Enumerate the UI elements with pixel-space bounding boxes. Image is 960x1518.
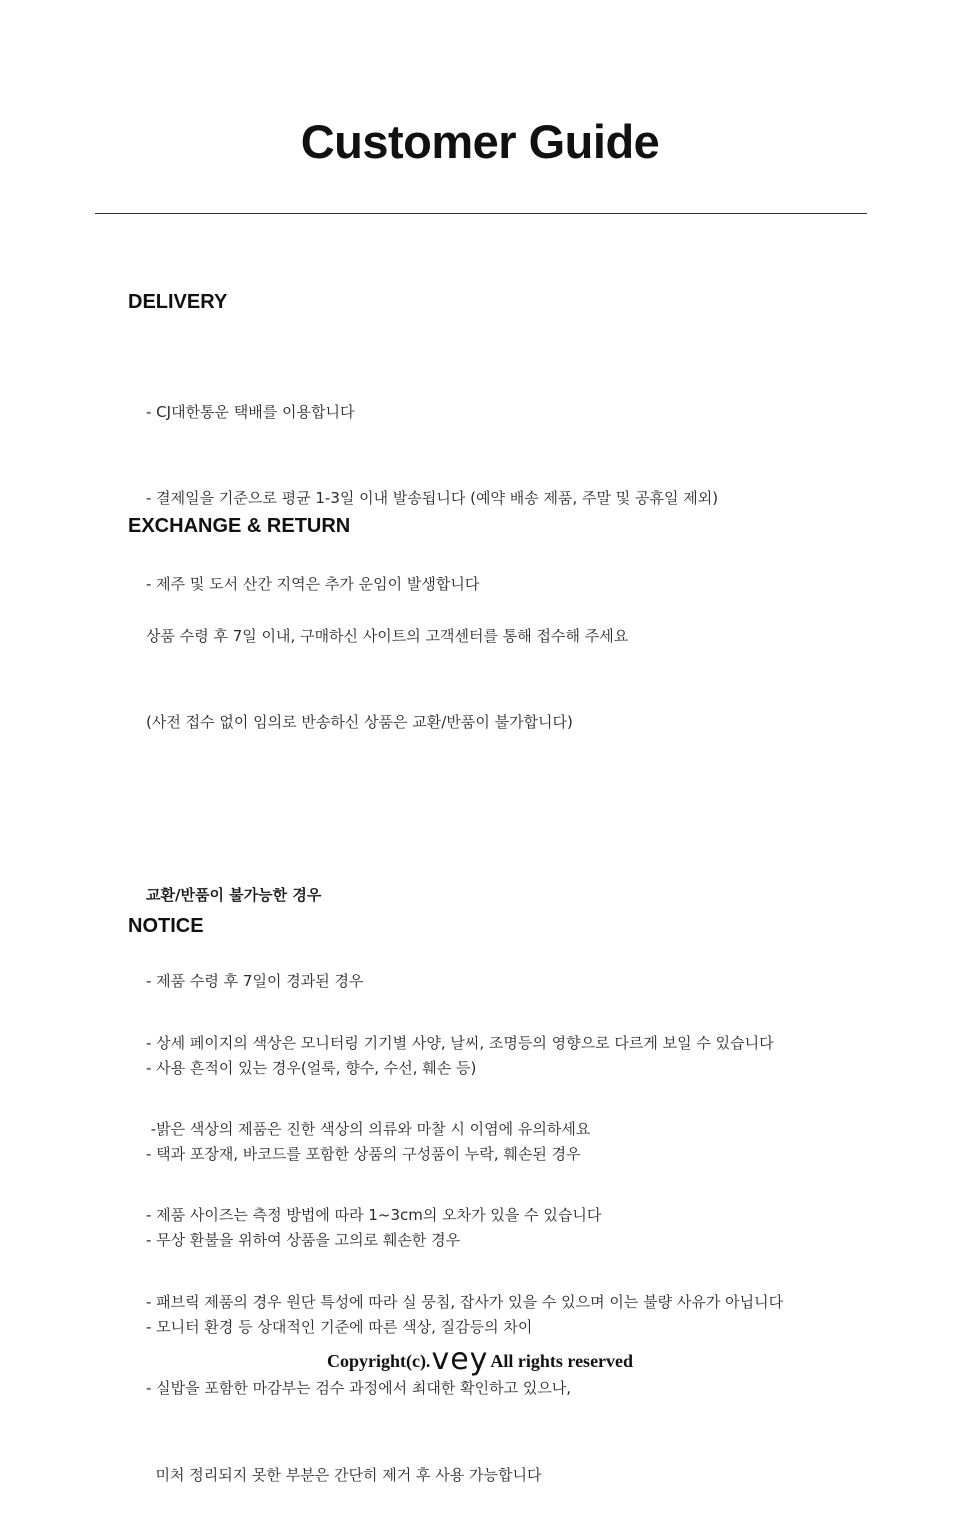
notice-line: -밝은 색상의 제품은 진한 색상의 의류와 마찰 시 이염에 유의하세요 (146, 1119, 591, 1138)
exchange-intro-line: 상품 수령 후 7일 이내, 구매하신 사이트의 고객센터를 통해 접수해 주세요 (146, 626, 629, 645)
copyright-suffix: All rights reserved (490, 1351, 634, 1371)
non-returnable-item: - 모니터 환경 등 상대적인 기준에 따른 색상, 질감등의 차이 (146, 1317, 533, 1336)
delivery-line: - 제주 및 도서 산간 지역은 추가 운임이 발생합니다 (146, 575, 480, 594)
notice-line: - 제품 사이즈는 측정 방법에 따라 1~3cm의 오차가 있을 수 있습니다 (146, 1206, 602, 1225)
page-title: Customer Guide (300, 115, 660, 168)
title-divider (95, 213, 867, 214)
notice-heading: NOTICE (128, 915, 204, 937)
notice-line: - 실밥을 포함한 마감부는 검수 과정에서 최대한 확인하고 있으나, (146, 1379, 572, 1398)
non-returnable-item: - 제품 수령 후 7일이 경과된 경우 (146, 972, 364, 991)
copyright-footer (0, 1343, 960, 1378)
non-returnable-item: - 사용 흔적이 있는 경우(얼룩, 향수, 수선, 훼손 등) (146, 1058, 477, 1077)
notice-line: 미처 정리되지 못한 부분은 간단히 제거 후 사용 가능합니다 (146, 1465, 542, 1484)
exchange-intro-line: (사전 접수 없이 임의로 반송하신 상품은 교환/반품이 불가합니다) (146, 712, 573, 731)
delivery-heading: DELIVERY (128, 291, 228, 313)
copyright-prefix: Copyright(c). (326, 1351, 431, 1371)
non-returnable-item: - 택과 포장재, 바코드를 포함한 상품의 구성품이 누락, 훼손된 경우 (146, 1144, 581, 1163)
delivery-line: - 결제일을 기준으로 평균 1-3일 이내 발송됩니다 (예약 배송 제품, 주말 및 공휴일 제외) (146, 488, 719, 507)
delivery-line: - CJ대한통운 택배를 이용합니다 (146, 402, 355, 421)
notice-line: - 패브릭 제품의 경우 원단 특성에 따라 실 뭉침, 잡사가 있을 수 있으며 이는 불량 사유가 아닙니다 (146, 1292, 784, 1311)
notice-list (146, 971, 783, 1518)
non-returnable-item: - 무상 환불을 위하여 상품을 고의로 훼손한 경우 (146, 1231, 461, 1250)
exchange-return-heading: EXCHANGE & RETURN (128, 515, 351, 537)
brand-logo: vey (431, 1342, 489, 1377)
non-returnable-subheading: 교환/반품이 불가능한 경우 (146, 885, 322, 904)
spacer (146, 794, 628, 823)
notice-line: - 상세 페이지의 색상은 모니터링 기기별 사양, 날씨, 조명등의 영향으로 다르게 보일 수 있습니다 (146, 1033, 774, 1052)
